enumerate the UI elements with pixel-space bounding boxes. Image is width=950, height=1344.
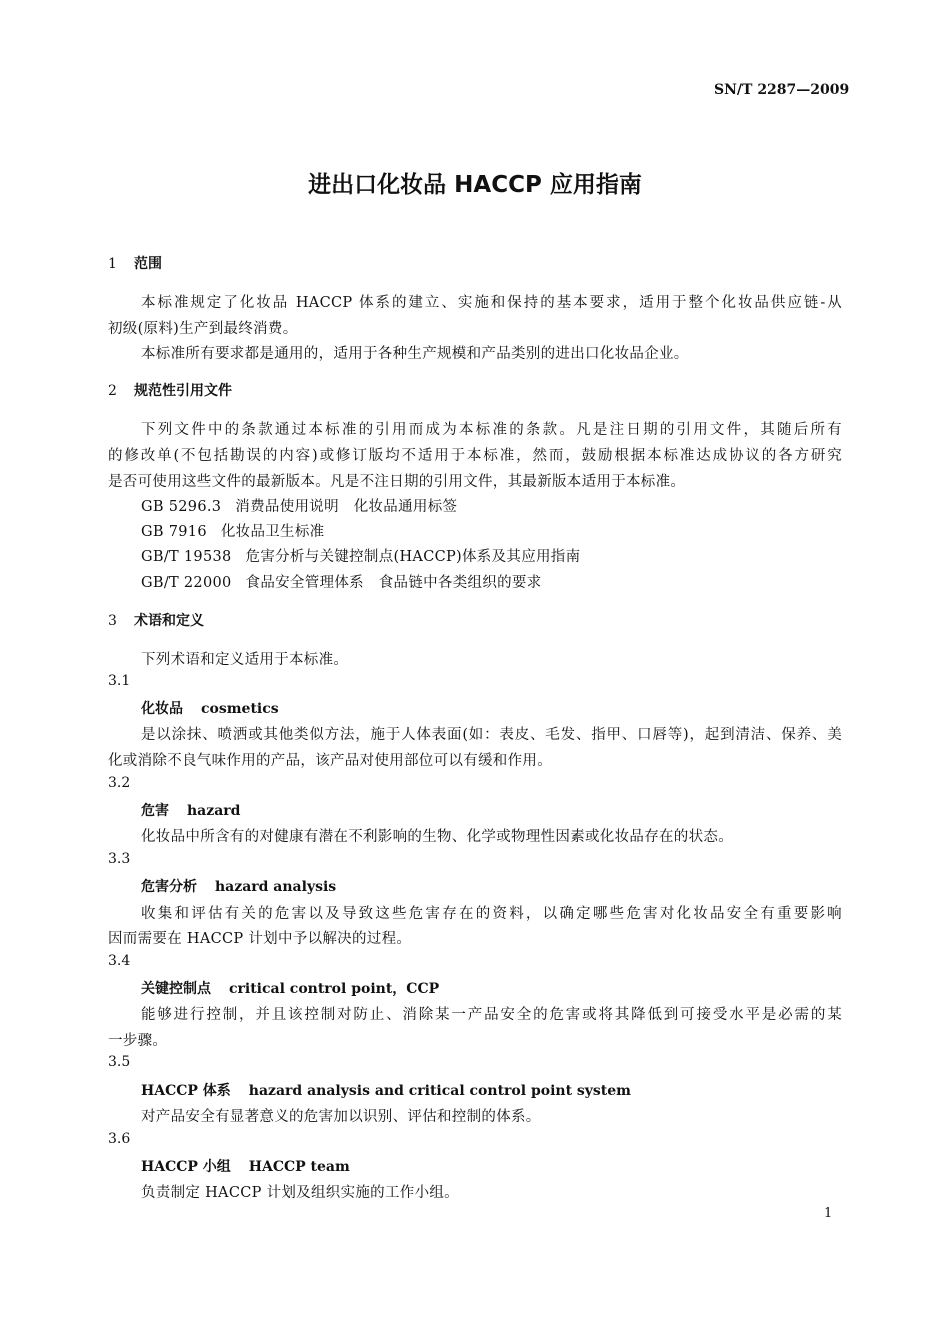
term-chinese: HACCP 小组 <box>141 1159 231 1175</box>
reference-code: GB 7916 <box>141 524 207 540</box>
section-heading <box>108 253 162 273</box>
term-number: 3.2 <box>108 775 131 791</box>
paragraph-line: 下列术语和定义适用于本标准。 <box>141 652 349 668</box>
term-heading <box>141 1156 350 1176</box>
section-title: 规范性引用文件 <box>134 383 232 399</box>
reference-title: 危害分析与关键控制点(HACCP)体系及其应用指南 <box>245 549 581 565</box>
section-title: 范围 <box>134 256 162 272</box>
term-heading <box>141 876 336 896</box>
definition-line: 收集和评估有关的危害以及导致这些危害存在的资料，以确定哪些危害对化妆品安全有重要影响 <box>141 906 842 922</box>
reference-code: GB/T 19538 <box>141 549 232 565</box>
term-heading <box>141 800 240 820</box>
paragraph-line: 本标准所有要求都是通用的，适用于各种生产规模和产品类别的进出口化妆品企业。 <box>141 346 689 362</box>
term-chinese: 化妆品 <box>141 701 183 717</box>
term-english: hazard <box>187 803 241 819</box>
section-number: 3 <box>108 613 117 629</box>
term-number: 3.3 <box>108 851 131 867</box>
paragraph-line: 初级(原料)生产到最终消费。 <box>108 321 298 337</box>
term-english: critical control point，CCP <box>229 981 440 997</box>
term-number: 3.5 <box>108 1054 131 1070</box>
reference-title: 消费品使用说明 化妆品通用标签 <box>235 499 458 515</box>
definition-line: 负责制定 HACCP 计划及组织实施的工作小组。 <box>141 1185 459 1201</box>
term-chinese: 危害分析 <box>141 879 197 895</box>
section-heading <box>108 380 232 400</box>
reference-title: 食品安全管理体系 食品链中各类组织的要求 <box>245 575 542 591</box>
term-chinese: 关键控制点 <box>141 981 211 997</box>
reference-item <box>141 495 457 516</box>
definition-line: 化或消除不良气味作用的产品，该产品对使用部位可以有缓和作用。 <box>108 753 552 769</box>
term-number: 3.1 <box>108 673 131 689</box>
paragraph-line: 本标准规定了化妆品 HACCP 体系的建立、实施和保持的基本要求，适用于整个化妆品供应链-从 <box>141 295 842 311</box>
section-number: 1 <box>108 256 117 272</box>
term-heading <box>141 978 439 998</box>
term-number: 3.4 <box>108 953 131 969</box>
definition-line: 一步骤。 <box>108 1033 168 1049</box>
paragraph-line: 下列文件中的条款通过本标准的引用而成为本标准的条款。凡是注日期的引用文件，其随后所有 <box>141 422 842 438</box>
term-chinese: HACCP 体系 <box>141 1083 231 1099</box>
reference-code: GB/T 22000 <box>141 575 232 591</box>
term-heading <box>141 1080 631 1100</box>
section-heading <box>108 610 204 630</box>
document-code: SN/T 2287—2009 <box>714 82 850 98</box>
reference-title: 化妆品卫生标准 <box>220 524 325 540</box>
term-number: 3.6 <box>108 1131 131 1147</box>
reference-code: GB 5296.3 <box>141 499 222 515</box>
term-english: hazard analysis and critical control point system <box>248 1083 631 1099</box>
page-number: 1 <box>824 1206 833 1221</box>
term-english: cosmetics <box>201 701 279 717</box>
definition-line: 是以涂抹、喷洒或其他类似方法，施于人体表面(如：表皮、毛发、指甲、口唇等)，起到清洁、保养、美 <box>141 727 842 743</box>
paragraph-line: 是否可使用这些文件的最新版本。凡是不注日期的引用文件，其最新版本适用于本标准。 <box>108 474 686 490</box>
reference-item <box>141 545 580 566</box>
section-title: 术语和定义 <box>134 613 204 629</box>
reference-item <box>141 520 324 541</box>
paragraph-line: 的修改单(不包括勘误的内容)或修订版均不适用于本标准，然而，鼓励根据本标准达成协议的各方研究 <box>108 448 842 464</box>
term-english: hazard analysis <box>215 879 337 895</box>
reference-item <box>141 571 542 592</box>
definition-line: 对产品安全有显著意义的危害加以识别、评估和控制的体系。 <box>141 1109 541 1125</box>
definition-line: 因而需要在 HACCP 计划中予以解决的过程。 <box>108 931 412 947</box>
definition-line: 化妆品中所含有的对健康有潜在不利影响的生物、化学或物理性因素或化妆品存在的状态。 <box>141 829 733 845</box>
term-heading <box>141 698 279 718</box>
section-number: 2 <box>108 383 117 399</box>
definition-line: 能够进行控制，并且该控制对防止、消除某一产品安全的危害或将其降低到可接受水平是必需的某 <box>141 1007 842 1023</box>
page-title: 进出口化妆品 HACCP 应用指南 <box>308 172 642 198</box>
term-chinese: 危害 <box>141 803 169 819</box>
term-english: HACCP team <box>248 1159 350 1175</box>
